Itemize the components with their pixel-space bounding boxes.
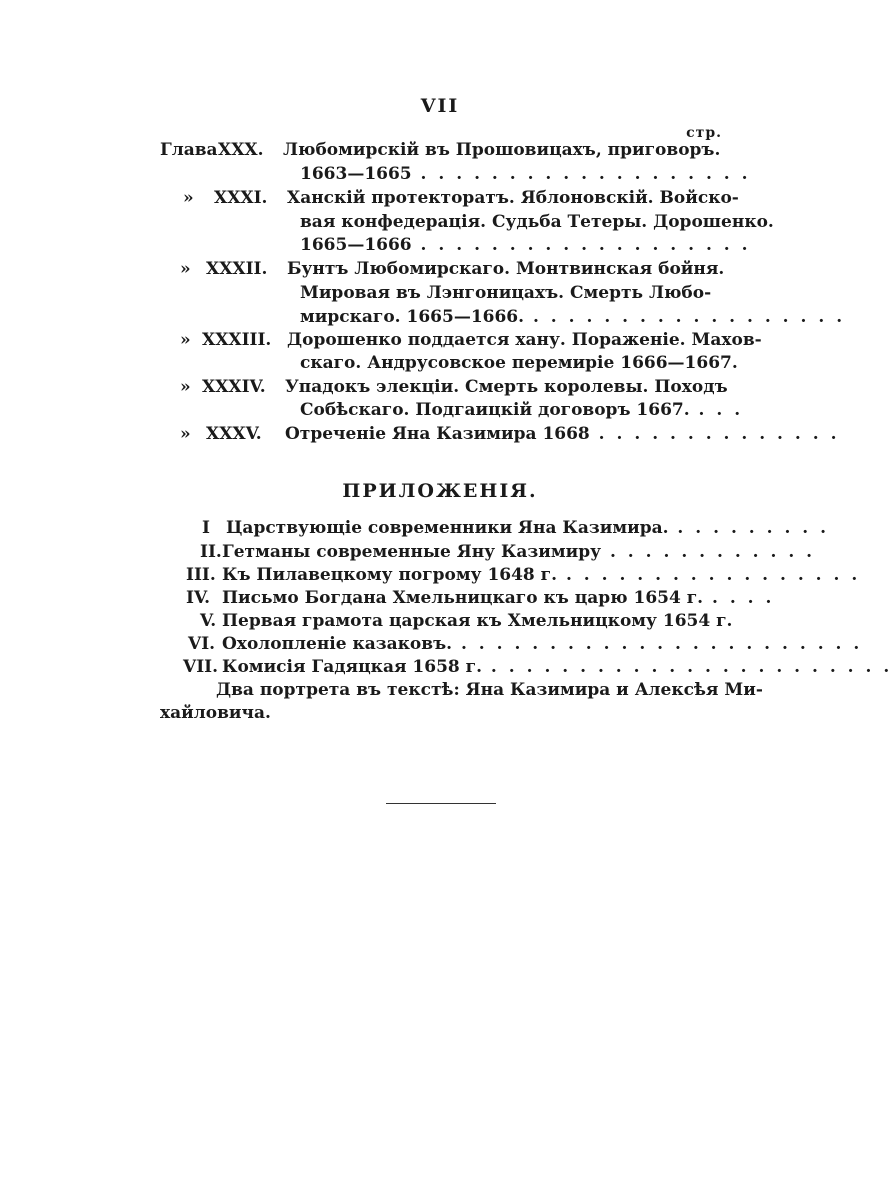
chapter-title-line: Собѣскаго. Подгаицкій договоръ 1667. . . . bbox=[300, 400, 744, 420]
chapter-title-line: Дорошенко поддается хану. Пораженіе. Махов- bbox=[287, 330, 762, 350]
appendix-number: IV. bbox=[186, 588, 211, 608]
appendix-text: Охолопленіе казаковъ. . . . . . . . . . . . . . . . . . . . . . . . bbox=[222, 634, 863, 654]
appendix-text: Комисія Гадяцкая 1658 г. . . . . . . . . . . . . . . . . . . . . . . . bbox=[222, 657, 892, 677]
appendix-text: Царствующіе современники Яна Казимира. . . . . . . . . . bbox=[226, 518, 830, 538]
chapter-title-line: скаго. Андрусовское перемиріе 1666—1667. bbox=[300, 353, 738, 373]
entry-prefix: » bbox=[180, 424, 191, 444]
appendix-number: II. bbox=[200, 542, 222, 562]
chapter-title-line: Любомирскій въ Прошовицахъ, приговоръ. bbox=[283, 140, 721, 160]
chapter-title-line: Ханскій протекторатъ. Яблоновскій. Войско- bbox=[287, 188, 739, 208]
entry-prefix: » bbox=[180, 330, 191, 350]
chapter-number: XXXI. bbox=[214, 188, 268, 208]
entry-prefix: Глава bbox=[160, 140, 218, 160]
appendix-text: Первая грамота царская къ Хмельницкому 1654 г. bbox=[222, 611, 733, 631]
chapter-title-line: вая конфедерація. Судьба Тетеры. Дорошенко. bbox=[300, 212, 774, 232]
chapter-title-line: Мировая въ Лэнгоницахъ. Смерть Любо- bbox=[300, 283, 712, 303]
chapter-title-line: 1663—1665 . . . . . . . . . . . . . . . . . . . bbox=[300, 164, 751, 184]
chapter-title-line: 1665—1666 . . . . . . . . . . . . . . . . . . . bbox=[300, 235, 751, 255]
appendix-text: Къ Пилавецкому погрому 1648 г. . . . . . . . . . . . . . . . . . bbox=[222, 565, 861, 585]
chapter-number: XXXV. bbox=[206, 424, 262, 444]
chapter-number: XXXIII. bbox=[202, 330, 272, 350]
appendix-text: Гетманы современные Яну Казимиру . . . . . . . . . . . . bbox=[222, 542, 816, 562]
chapter-title-line: Упадокъ элекціи. Смерть королевы. Походъ bbox=[285, 377, 728, 397]
page-column-label: стр. bbox=[686, 125, 722, 141]
portraits-note-line: хайловича. bbox=[160, 703, 271, 723]
appendix-number: III. bbox=[186, 565, 216, 585]
entry-prefix: » bbox=[180, 377, 191, 397]
portraits-note-line: Два портрета въ текстѣ: Яна Казимира и Алексѣя Ми- bbox=[216, 680, 763, 700]
chapter-title-line: Бунтъ Любомирскаго. Монтвинская бойня. bbox=[287, 259, 725, 279]
chapter-number: XXX. bbox=[218, 140, 264, 160]
entry-prefix: » bbox=[180, 259, 191, 279]
appendix-number: I bbox=[202, 518, 210, 538]
closing-rule bbox=[386, 803, 496, 804]
entry-prefix: » bbox=[183, 188, 194, 208]
chapter-title-line: мирскаго. 1665—1666. . . . . . . . . . . . . . . . . . . bbox=[300, 307, 846, 327]
chapter-title-line: Отреченіе Яна Казимира 1668 . . . . . . . . . . . . . . bbox=[285, 424, 840, 444]
page-roman-numeral: VII bbox=[420, 95, 460, 117]
chapter-number: XXXII. bbox=[206, 259, 268, 279]
appendix-text: Письмо Богдана Хмельницкаго къ царю 1654 г. . . . . bbox=[222, 588, 775, 608]
appendix-number: V. bbox=[200, 611, 217, 631]
appendix-number: VI. bbox=[188, 634, 216, 654]
appendix-number: VII. bbox=[183, 657, 219, 677]
appendix-heading: ПРИЛОЖЕНІЯ. bbox=[342, 480, 538, 502]
chapter-number: XXXIV. bbox=[202, 377, 266, 397]
